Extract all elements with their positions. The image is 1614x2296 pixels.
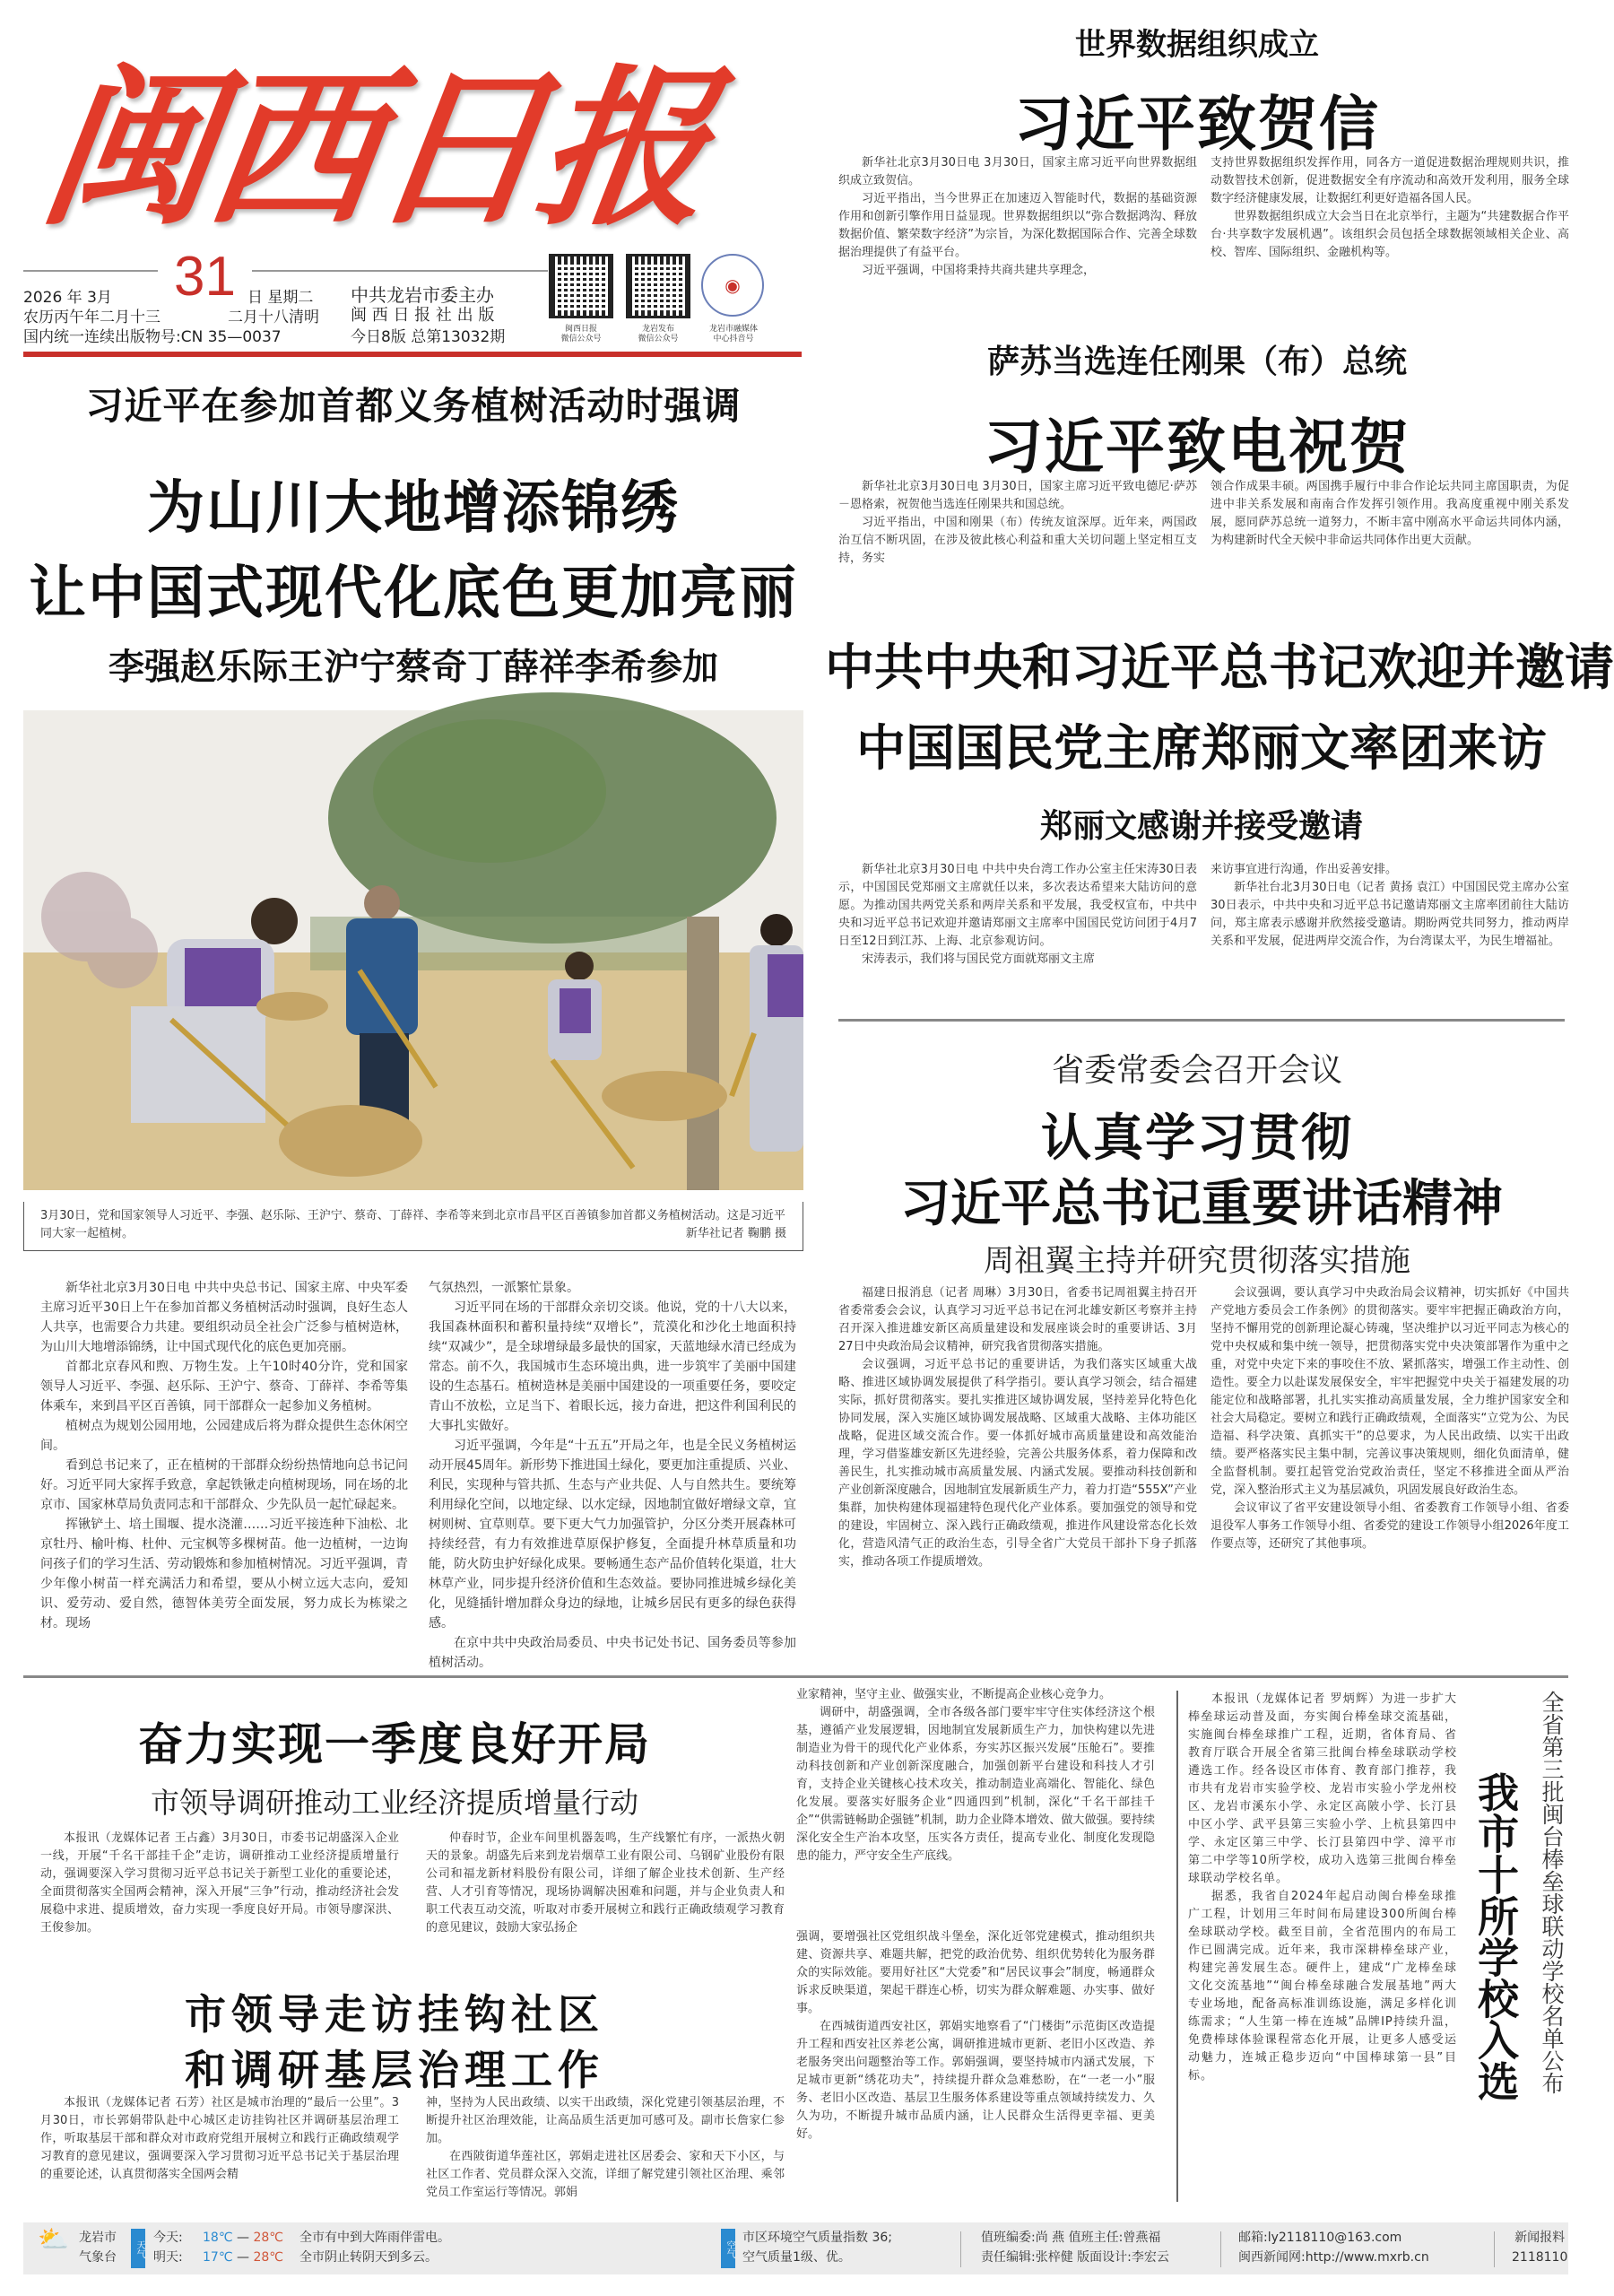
air-tag: 空气 — [721, 2229, 735, 2268]
paragraph: 本报讯（龙媒体记者 王占鑫）3月30日，市委书记胡盛深入企业一线，开展“千名干部挂千企”走访，调研推动工业经济提质增量行动，强调要深入学习贯彻习近平总书记关于新型工业化的重要论述，全面贯彻落实全国两会精神，深入开展“三争”行动，推动经济社会发展稳中求进、提质增效，奋力实现一季度良好开局。市领导廖深洪、王俊参加。 — [40, 1831, 399, 1935]
air-quality — [742, 2228, 892, 2267]
hotline — [1512, 2228, 1567, 2267]
paragraph: 在西城街道西安社区，郭娟实地察看了“门楼街”示范街区改造提升工程和西安社区养老公寓，调研推进城市更新、老旧小区改造、养老服务突出问题整治等工作。郭娟强调，要坚持城市内涵式发展，下足城市更新“绣花功夫”，持续提升群众急难愁盼，在“一老一小”服务、老旧小区改造、基层卫生服务体系建设等重点领域持续发力、久久为功，不断提升城市品质内涵，让人民群众生活得更幸福、更美好。 — [796, 2020, 1155, 2141]
paragraph: 会议强调，要认真学习中央政治局会议精神，切实抓好《中国共产党地方委员会工作条例》的贯彻落实。要牢牢把握正确政治方向，坚持不懈用党的创新理论凝心铸魂，坚决维护以习近平同志为核心的党中央权威和集中统一领导，把贯彻落实党中央决策部署作为重中之重，对党中央定下来的事咬住不放、紧抓落实，增强工作主动性、创造性。要全力以赴谋发展保安全，牢牢把握党中央关于福建发展的功能定位和战略部署，扎扎实实推动高质量发展，全力维护国家安全和社会大局稳定。要树立和践行正确政绩观，全面落实“立党为公、为民造福、科学决策、真抓实干”的总要求，为人民出政绩、以实干出政绩。要严格落实民主集中制，完善议事决策规则，细化负面清单，健全监督机制。要扛起管党治党政治责任，坚定不移推进全面从严治党，深入整治形式主义为基层减负，巩固发展良好政治生态。 — [1210, 1286, 1569, 1497]
cn-number: 国内统一连续出版物号:CN 35—0037 — [23, 328, 282, 346]
tree-planting-photo — [23, 710, 803, 1190]
paragraph: 在西陂街道华莲社区，郭娟走进社区居委会、家和天下小区，与社区工作者、党员群众深入交流，详细了解党建引领社区治理、乘邻党员工作室运行等情况。郭娟 — [426, 2150, 785, 2199]
today-desc: 全市有中到大阵雨伴雷电。 — [299, 2231, 450, 2245]
lead-body-col2 — [429, 1278, 796, 1670]
hotline-number[interactable]: 2118110 — [1512, 2250, 1568, 2265]
lead-photo[interactable] — [23, 710, 803, 1190]
world-data-kicker: 世界数据组织成立 — [1075, 27, 1319, 63]
provincial-body-col2 — [1210, 1284, 1569, 1661]
congo-body-col1 — [838, 478, 1197, 590]
forecast-descriptions — [299, 2228, 450, 2267]
provincial-headline-line1[interactable]: 认真学习贯彻 — [1041, 1109, 1353, 1168]
tomorrow-label: 明天: — [153, 2250, 183, 2265]
paragraph: 新华社北京3月30日电 中共中央台湾工作办公室主任宋涛30日表示，中国国民党郑丽文主席就任以来，多次表达希望来大陆访问的意愿。为推动国共两党关系和两岸关系和平发展，我受权宣布，中共中央和习近平总书记欢迎并邀请郑丽文主席率中国国民党访问团于4月7日至12日到江苏、上海、北京参观访问。 — [838, 863, 1197, 948]
today-high: 28℃ — [253, 2231, 283, 2245]
sponsor: 中共龙岩市委主办 — [351, 284, 494, 306]
lead-kicker: 习近平在参加首都义务植树活动时强调 — [85, 384, 742, 428]
paragraph: 领合作成果丰硕。两国携手履行中非合作论坛共同主席国职责，为促进中非关系发展和南南合作发挥引领作用。我高度重视中刚关系发展，愿同萨苏总统一道努力，不断丰富中刚高水平命运共同体内涵，为构建新时代全天候中非命运共同体作出更大贡献。 — [1210, 480, 1569, 547]
date-prefix: 2026 年 3月 — [23, 289, 112, 307]
section-divider — [838, 1019, 1565, 1022]
masthead-logo — [30, 27, 719, 248]
temp-ranges: 18℃ — 28℃ 17℃ — 28℃ — [203, 2231, 283, 2265]
world-data-body-col2 — [1210, 154, 1569, 298]
paragraph: 新华社北京3月30日电 3月30日，国家主席习近平向世界数据组织成立致贺信。 — [838, 156, 1197, 187]
air-line1: 市区环境空气质量指数 36; — [742, 2231, 892, 2245]
date-suffix: 日 星期二 — [247, 289, 314, 307]
website-link[interactable]: 闽西新闻网:http://www.mxrb.cn — [1238, 2250, 1429, 2265]
newspaper-title: 闽西日报 — [30, 48, 719, 248]
provincial-body-col1 — [838, 1284, 1197, 1661]
industry-body-col2 — [426, 1830, 785, 1955]
person-girl2 — [750, 914, 803, 1152]
paragraph: 习近平同在场的干部群众亲切交谈。他说，党的十八大以来，我国森林面积和蓄积量持续“双增长”，荒漠化和沙化土地面积持续“双减少”，是全球增绿最多最快的国家，天蓝地绿水清已经成为常态。前不久，我国城市生态环境出典，进一步筑牢了美丽中国建设的生态基石。植树造林是美丽中国建设的一项重要任务，要咬定青山不放松，立足当下、着眼长远，接力奋进，把这件利国利民的大事扎实做好。 — [429, 1300, 796, 1433]
paragraph: 支持世界数据组织发挥作用，同各方一道促进数据治理规则共识，推动数智技术创新，促进数据安全有序流动和高效开发利用，服务全球数字经济健康发展，让数据红利更好造福各国人民。 — [1210, 156, 1569, 205]
industry-subhead: 市领导调研推动工业经济提质增量行动 — [150, 1786, 638, 1820]
paragraph: 福建日报消息（记者 周琳）3月30日，省委书记周祖翼主持召开省委常委会会议，认真学习习近平总书记在河北雄安新区考察并主持召开深入推进雄安新区高质量建设和发展座谈会时的重要讲话、3月27日中央政治局会议精神，研究我省贯彻落实措施。 — [838, 1286, 1197, 1353]
congo-headline[interactable]: 习近平致电祝贺 — [984, 413, 1410, 482]
lead-subhead: 李强赵乐际王沪宁蔡奇丁薛祥李希参加 — [108, 646, 718, 688]
weather-source-line1: 龙岩市 — [79, 2231, 117, 2245]
baseball-kicker: 全省第三批闽台棒垒球联动学校名单公布 — [1539, 1691, 1565, 2094]
divider — [1220, 2231, 1221, 2267]
email-link[interactable]: 邮箱:ly2118110@163.com — [1238, 2231, 1402, 2245]
kmt-headline-line1[interactable]: 中共中央和习近平总书记欢迎并邀请 — [825, 639, 1614, 696]
issue-number: 今日8版 总第13032期 — [351, 328, 506, 346]
today-low: 18℃ — [203, 2231, 233, 2245]
air-line2: 空气质量1级、优。 — [742, 2250, 851, 2265]
paragraph: 看到总书记来了，正在植树的干部群众纷纷热情地向总书记问好。习近平同大家挥手致意，拿起铁锹走向植树现场，同在场的北京市、国家林草局负责同志和干部群众、少先队员一起忙碌起来。 — [40, 1458, 408, 1512]
lead-body-col1 — [40, 1278, 408, 1655]
divider — [1494, 2231, 1495, 2267]
provincial-headline-line2[interactable]: 习近平总书记重要讲话精神 — [900, 1175, 1503, 1233]
publisher: 闽 西 日 报 社 出 版 — [351, 306, 495, 325]
page-fold-divider — [23, 1675, 1568, 1678]
paragraph: 习近平强调，中国将秉持共商共建共享理念， — [862, 264, 1096, 277]
community-headline-line1[interactable]: 市领导走访挂钩社区 — [185, 1990, 604, 2039]
industry-headline[interactable]: 奋力实现一季度良好开局 — [138, 1718, 651, 1770]
footer-bar — [23, 2222, 1568, 2274]
forecast-labels — [153, 2228, 183, 2267]
qr-label: 闽西日报 微信公众号 — [560, 325, 602, 344]
paragraph: 会议审议了省平安建设领导小组、省委教育工作领导小组、省委退役军人事务工作领导小组、省委党的建设工作领导小组2026年度工作要点等，还研究了其他事项。 — [1210, 1501, 1569, 1551]
paragraph: 仲春时节，企业车间里机器轰鸣，生产线繁忙有序，一派热火朝天的景象。胡盛先后来到龙岩烟草工业有限公司、乌钢矿业股份有限公司和福龙新材料股份有限公司，详细了解企业技术创新、生产经营、人才引育等情况，现场协调解决困难和问题，并与企业负责人和职工代表互动交流，听取对市委开展树立和践行正确政绩观学习教育的意见建议，鼓励大家弘扬企 — [426, 1831, 785, 1935]
kmt-body-col1 — [838, 861, 1197, 1004]
paragraph: 新华社台北3月30日电（记者 黄扬 袁江）中国国民党主席办公室30日表示，中共中央和习近平总书记邀请郑丽文主席率团前往大陆访问，郑主席表示感谢并欣然接受邀请。期盼两党共同努力，推动两岸关系和平发展，促进两岸交流合作，为台湾谋太平，为民生增福祉。 — [1210, 881, 1569, 948]
industry-body-col3 — [796, 1686, 1155, 1924]
paragraph: 据悉，我省自2024年起启动闽台棒垒球推广工程，计划用三年时间布局建设300所闽台棒垒球联动学校。截至目前，全省范围内的布局工作已圆满完成。近年来，我市深耕棒垒球产业，构建完善发展生态。硬件上，建成“广龙棒垒球文化交流基地”“闽台棒垒球融合发展基地”两大专业场地，配备高标准训练设施，满足多样化训练需求；“人生第一棒在连城”品牌IP持续升温，免费棒球体验课程常态化开展，让更多人感受运动魅力，连城正稳步迈向“中国棒球第一县”目标。 — [1188, 1890, 1457, 2083]
baseball-body — [1188, 1691, 1457, 2202]
provincial-subhead: 周祖翼主持并研究贯彻落实措施 — [984, 1243, 1410, 1279]
today-label: 今天: — [153, 2231, 183, 2245]
qr-label: 龙岩市融媒体 中心抖音号 — [708, 325, 758, 344]
congo-kicker: 萨苏当选连任刚果（布）总统 — [986, 343, 1407, 380]
world-data-headline[interactable]: 习近平致贺信 — [1014, 90, 1380, 159]
qr-label: 龙岩发布 微信公众号 — [638, 325, 679, 344]
paragraph: 植树点为规划公园用地，公园建成后将为群众提供生态休闲空间。 — [40, 1419, 408, 1453]
weather-source-line2: 气象台 — [79, 2250, 117, 2265]
paragraph: 世界数据组织成立大会当日在北京举行，主题为“共建数据合作平台·共享数字发展机遇”。该组织会员包括全球数据领域相关企业、高校、智库、国际组织、金融机构等。 — [1210, 210, 1569, 259]
photo-caption — [23, 1202, 803, 1251]
paragraph: 在京中共中央政治局委员、中央书记处书记、国务委员等参加植树活动。 — [429, 1636, 796, 1670]
paragraph: 本报讯（龙媒体记者 罗炳辉）为进一步扩大棒垒球运动普及面，夯实闽台棒垒球交流基础，实施闽台棒垒球推广工程，近期，省体育局、省教育厅联合开展全省第三批闽台棒垒球联动学校遴选工作。经各设区市体育、教育部门推荐，我市共有龙岩市实验学校、龙岩市实验小学龙州校区、龙岩市溪东小学、永定区高陂小学、长汀县中区小学、武平县第三实验小学、上杭县第四中学、永定区第三中学、长汀县第四中学、漳平市第二中学等10所学校，成功入选第三批闽台棒垒球联动学校名单。 — [1188, 1692, 1457, 1885]
editors — [981, 2228, 1169, 2267]
tomorrow-low: 17℃ — [203, 2250, 233, 2265]
world-data-body-col1 — [838, 154, 1197, 298]
kmt-headline-line2[interactable]: 中国国民党主席郑丽文率团来访 — [855, 719, 1547, 777]
paragraph: 调研中，胡盛强调，全市各级各部门要牢牢守住实体经济这个根基，遵循产业发展逻辑，因地制宜发展新质生产力，加快构建以先进制造业为骨干的现代化产业体系，夯实苏区振兴发展“压舱石”。要推动科技创新和产业创新深度融合，加强创新平台建设和科技人才引育，支持企业关键核心技术攻关，推动制造业高端化、智能化、绿色化发展。要落实好服务企业“四通四到”机制，深化“千名干部挂千企”“供需链畅助企强链”机制，助力企业降本增效、做大做强。要持续深化安全生产治本攻坚，压实各方责任，提高专业化、制度化发现隐患的能力，严守安全生产底线。 — [796, 1706, 1155, 1863]
paragraph: 习近平指出，当今世界正在加速迈入智能时代，数据的基础资源作用和创新引擎作用日益显现。世界数据组织以“弥合数据鸿沟、释放数据价值、繁荣数字经济”为宗旨，为深化数据国际合作、完善全球数据治理提供了有益平台。 — [838, 192, 1197, 259]
masthead-red-rule — [23, 352, 802, 357]
weather-cloud-rain-icon: ⛅ — [38, 2224, 69, 2254]
qr-code-icon[interactable] — [549, 254, 613, 318]
contact — [1238, 2228, 1429, 2267]
paragraph: 神，坚持为人民出政绩、以实干出政绩，深化党建引领基层治理，不断提升社区治理效能，让高品质生活更加可感可及。副市长詹家仁参加。 — [426, 2096, 785, 2145]
paragraph: 新华社北京3月30日电 中共中央总书记、国家主席、中央军委主席习近平30日上午在参加首都义务植树活动时强调，良好生态人人共享，也需要合力共建。要组织动员全社会广泛参与植树造林，为山川大地增添锦绣，让中国式现代化的底色更加亮丽。 — [40, 1281, 408, 1354]
qr-code-icon[interactable] — [626, 254, 690, 318]
caption-text: 3月30日，党和国家领导人习近平、李强、赵乐际、王沪宁、蔡奇、丁薛祥、李希等来到北京市昌平区百善镇参加首都义务植树活动。这是习近平同大家一起植树。 — [40, 1209, 785, 1240]
kmt-body-col2 — [1210, 861, 1569, 1004]
paragraph: 习近平强调，今年是“十五五”开局之年，也是全民义务植树运动开展45周年。新形势下推进国土绿化，要更加注重提质、兴业、利民，实现种与管共抓、生态与产业共促、人与自然共生。要统筹利用绿化空间，以地定绿、以水定绿，因地制宜做好增绿文章，宜树则树、宜草则草。要下更大气力加强管护，分区分类开展森林可持续经营，有力有效推进草原保护修复，全面提升林草质量和功能，防火防虫护好绿化成果。要畅通生态产品价值转化渠道，壮大林草产业，同步提升经济价值和生态效益。要协同推进城乡绿化美化，见缝插针增加群众身边的绿地，让城乡居民有更多的绿色获得感。 — [429, 1439, 796, 1631]
editor-line2: 责任编辑:张梓健 版面设计:李宏云 — [981, 2250, 1169, 2265]
industry-body-col1 — [40, 1830, 399, 1955]
paragraph: 强调，要增强社区党组织战斗堡垒，深化近邻党建模式，推动组织共建、资源共享、难题共解，把党的政治优势、组织优势转化为服务群众的实际效能。要用好社区“大党委”和“居民议事会”制度，畅通群众诉求反映渠道，架起干群连心桥，切实为群众解难题、办实事、做好事。 — [796, 1930, 1155, 2015]
paragraph: 本报讯（龙媒体记者 石芳）社区是城市治理的“最后一公里”。3月30日，市长郭娟带队赴中心城区走访挂钩社区并调研基层治理工作，听取基层干部和群众对市政府党组开展树立和践行正确政绩观学习教育的意见建议，强调要深入学习贯彻习近平总书记关于基层治理的重要论述，认真贯彻落实全国两会精 — [40, 2096, 399, 2181]
paragraph: 挥锹铲土、培土围堰、提水浇灌……习近平接连种下油松、北京牡丹、榆叶梅、杜仲、元宝枫等多棵树苗。他一边植树，一边询问孩子们的学习生活、劳动锻炼和参加植树情况。习近平强调，青少年像小树苗一样充满活力和希望，要从小树立远大志向，爱知识、爱劳动、爱自然，德智体美劳全面发展，努力成长为栋梁之材。现场 — [40, 1518, 408, 1631]
congo-body-col2 — [1210, 478, 1569, 590]
paragraph: 首都北京春风和煦、万物生发。上午10时40分许，党和国家领导人习近平、李强、赵乐际、王沪宁、蔡奇、丁薛祥、李希等集体乘车，来到昌平区百善镇，同干部群众一起参加义务植树。 — [40, 1360, 408, 1413]
weather-source — [79, 2228, 117, 2267]
lead-headline-line1[interactable]: 为山川大地增添锦绣 — [147, 475, 680, 542]
paragraph: 习近平指出，中国和刚果（布）传统友谊深厚。近年来，两国政治互信不断巩固，在涉及彼此核心利益和重大关切问题上坚定相互支持，务实 — [838, 516, 1197, 565]
paragraph: 新华社北京3月30日电 3月30日，国家主席习近平致电德尼·萨苏－恩格索，祝贺他当选连任刚果共和国总统。 — [838, 480, 1197, 511]
paragraph: 业家精神，坚守主业、做强实业，不断提高企业核心竞争力。 — [796, 1688, 1112, 1701]
community-body-col1 — [40, 2094, 399, 2215]
paragraph: 会议强调，习近平总书记的重要讲话，为我们落实区域重大战略、推进区域协调发展提供了科学指引。要认真学习领会，结合福建实际，抓好贯彻落实。要扎实推进区域协调发展，坚持差异化特色化协同发展，深入实施区域协调发展战略、区域重大战略、主体功能区战略，促进区域交流合作。要一体抓好城市高质量建设和高效能治理，学习借鉴雄安新区先进经验，完善公共服务体系，着力保障和改善民生，扎实推动城市高质量发展、内涵式发展。要推动科技创新和产业创新深度融合，因地制宜发展新质生产力，着力打造“555X”产业集群，加快构建体现福建特色现代化产业体系。要加强党的领导和党的建设，牢固树立、深入践行正确政绩观，推进作风建设常态化长效化，营造风清气正的政治生态，引导全省广大党员干部扑下身子抓落实，推动各项工作提质增效。 — [838, 1358, 1197, 1569]
kmt-subhead: 郑丽文感谢并接受邀请 — [1039, 807, 1363, 845]
community-body-col2 — [426, 2094, 785, 2215]
tomorrow-desc: 全市阴止转阴天到多云。 — [299, 2250, 438, 2265]
divider — [960, 2231, 961, 2267]
hotline-label: 新闻报料 — [1514, 2231, 1566, 2245]
lunar-date: 农历丙午年二月十三 — [23, 309, 161, 326]
community-body-col3 — [796, 1928, 1155, 2215]
weather-tag: 天气 — [131, 2229, 145, 2268]
photo-credit: 新华社记者 鞠鹏 摄 — [685, 1227, 786, 1240]
paragraph: 气氛热烈，一派繁忙景象。 — [429, 1281, 579, 1295]
editor-line1: 值班编委:尚 燕 值班主任:曾燕福 — [981, 2231, 1161, 2245]
community-headline-line2[interactable]: 和调研基层治理工作 — [185, 2046, 604, 2094]
lead-headline-line2[interactable]: 让中国式现代化底色更加亮丽 — [29, 561, 798, 627]
tomorrow-high: 28℃ — [253, 2250, 283, 2265]
baseball-headline[interactable]: 我市十所学校入选 — [1471, 1771, 1520, 2101]
solar-term: 二月十八清明 — [228, 309, 319, 326]
divider — [252, 270, 548, 272]
date-day: 31 — [174, 246, 236, 308]
douyin-seal-icon[interactable]: ◉ — [701, 254, 764, 317]
paragraph: 宋涛表示，我们将与国民党方面就郑丽文主席 — [862, 952, 1096, 966]
divider — [23, 270, 158, 272]
paragraph: 来访事宜进行沟通，作出妥善安排。 — [1210, 863, 1398, 876]
provincial-kicker: 省委常委会召开会议 — [1051, 1052, 1342, 1089]
column-rule — [1176, 1691, 1178, 2202]
